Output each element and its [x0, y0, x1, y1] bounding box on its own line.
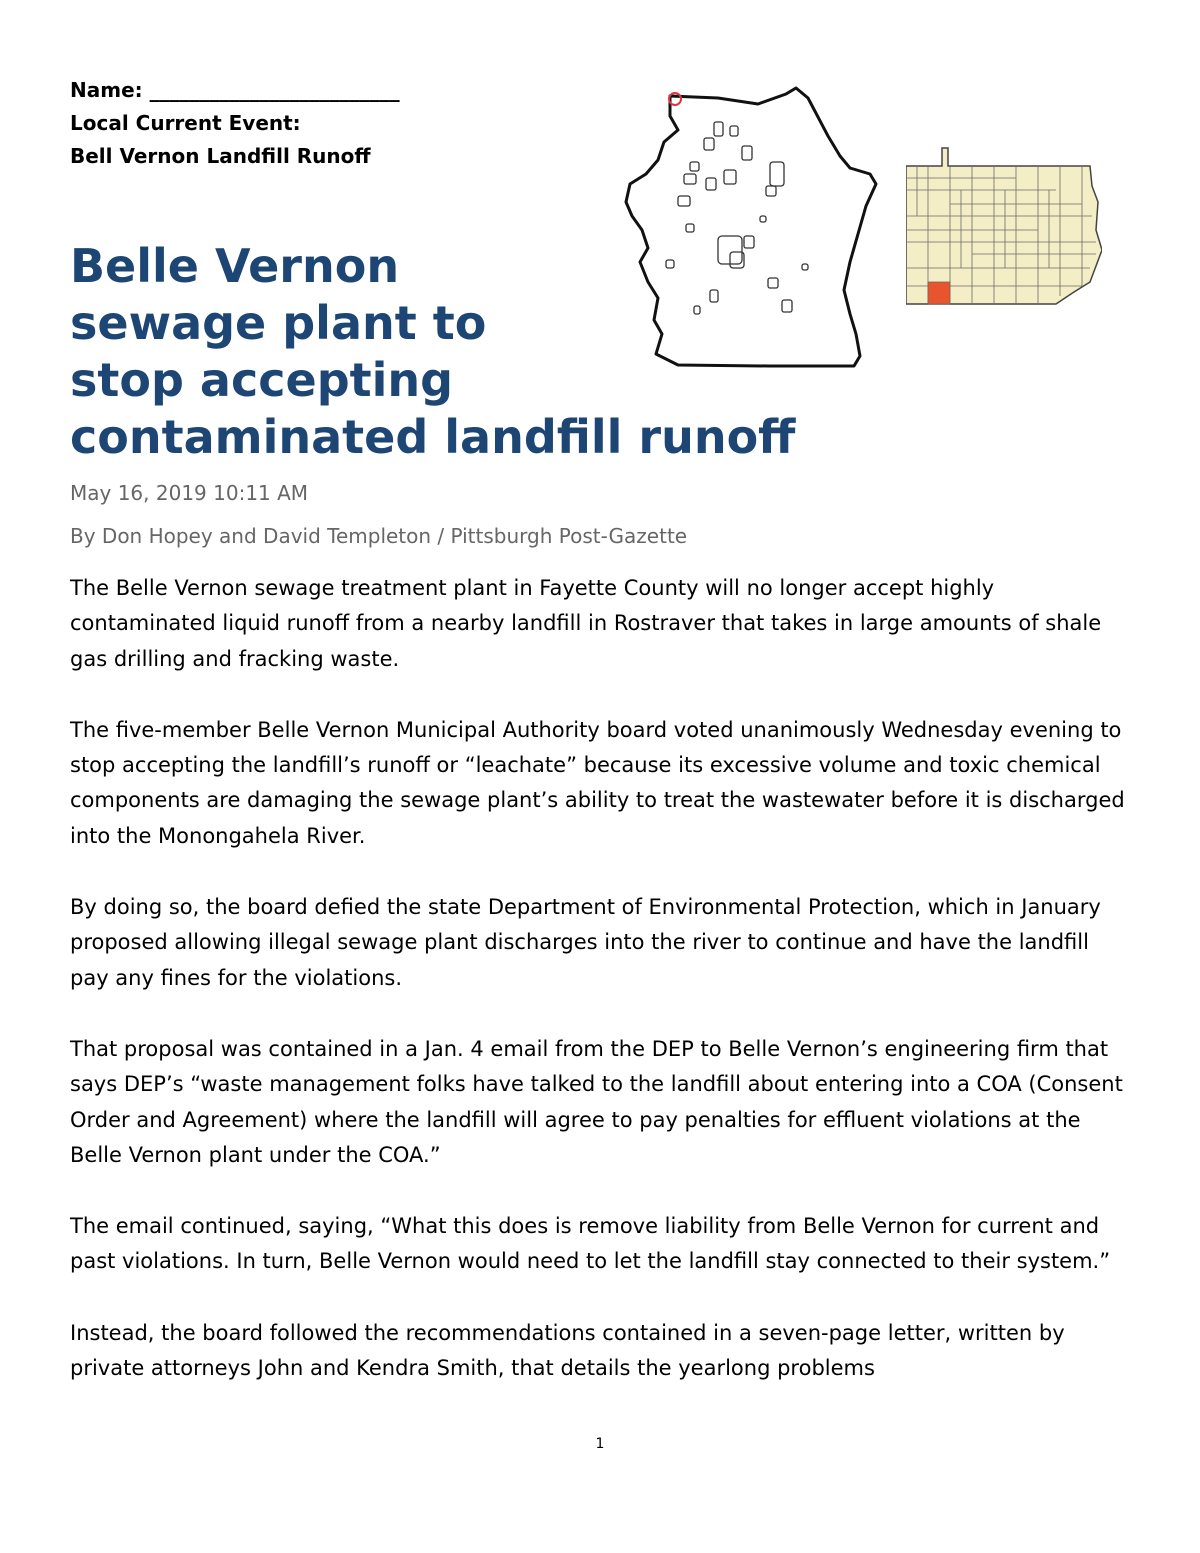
event-title: Bell Vernon Landfill Runoff: [70, 144, 371, 168]
name-line[interactable]: Name: _________________________: [70, 78, 400, 102]
headline-line: contaminated landfill runoff: [70, 410, 796, 464]
article-paragraph: Instead, the board followed the recommendations contained in a seven-page letter, written by private attorneys John and Kendra Smith, that details the yearlong problems: [70, 1320, 1065, 1381]
headline-line: stop accepting: [70, 353, 454, 407]
article-headline: [70, 238, 890, 466]
article-paragraph: By doing so, the board defied the state Department of Environmental Protection, which in January proposed allowing illegal sewage plant discharges into the river to continue and have the landfill pay any fines for the violations.: [70, 895, 1101, 990]
article-paragraph: The email continued, saying, “What this does is remove liability from Belle Vernon for current and past violations. In turn, Belle Vernon would need to let the landfill stay connected to their system.”: [70, 1214, 1111, 1274]
assignment-header: [70, 74, 400, 173]
article-date: May 16, 2019 10:11 AM: [70, 481, 309, 505]
article-body: [70, 571, 1130, 1386]
headline-line: sewage plant to: [70, 296, 487, 350]
event-label: Local Current Event:: [70, 111, 301, 135]
article-byline: By Don Hopey and David Templeton / Pittsburgh Post-Gazette: [70, 524, 688, 548]
article-paragraph: The Belle Vernon sewage treatment plant in Fayette County will no longer accept highly contaminated liquid runoff from a nearby landfill in Rostraver that takes in large amounts of shale gas drilling and fracking waste.: [70, 576, 1102, 671]
state-map-icon: [906, 146, 1102, 310]
article-paragraph: The five-member Belle Vernon Municipal Authority board voted unanimously Wednesday evening to stop accepting the landfill’s runoff or “leachate” because its excessive volume and toxic chemical components are damaging the sewage plant’s ability to treat the wastewater before it is discharged into the Monongahela River.: [70, 717, 1125, 848]
page-number: 1: [595, 1436, 605, 1452]
article-paragraph: That proposal was contained in a Jan. 4 email from the DEP to Belle Vernon’s engineering firm that says DEP’s “waste management folks have talked to the landfill about entering into a COA (Consent Order and Agreement) where the landfill will agree to pay penalties for effluent violations at the Belle Vernon plant under the COA.”: [70, 1036, 1123, 1167]
headline-line: Belle Vernon: [70, 239, 400, 293]
